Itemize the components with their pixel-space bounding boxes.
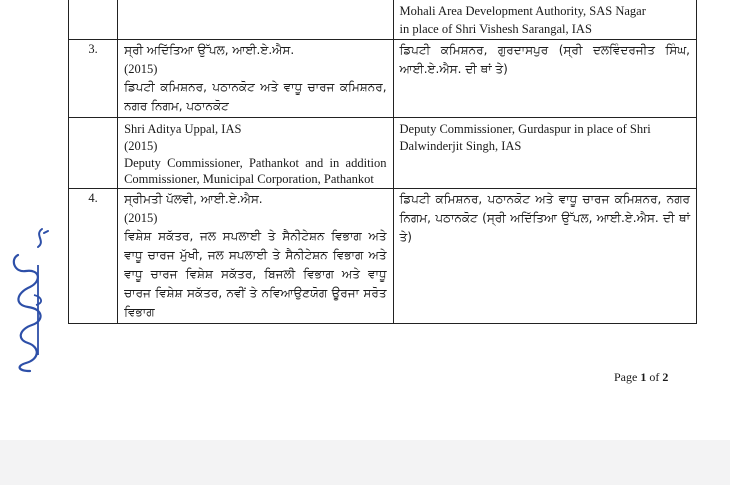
page-of: of [649,370,660,384]
table-row [69,0,697,40]
new-posting: Deputy Commissioner, Gurdaspur in place of Shri Dalwinderjit Singh, IAS [399,122,651,153]
transfer-orders-table [68,0,697,324]
page-total: 2 [662,370,669,384]
table-row [69,40,697,118]
serial-number: 3. [69,40,118,118]
officer-name: Shri Aditya Uppal, IAS [124,122,242,136]
officer-cell [118,0,393,40]
posting-text: Mohali Area Development Authority, SAS Nagar [399,4,646,18]
page-label: Page [614,370,638,384]
officer-cell-english [118,118,393,189]
serial-number [69,0,118,40]
officer-batch-year: (2015) [124,62,158,76]
officer-name: ਸ੍ਰੀ ਅਦਿੱਤਿਆ ਉੱਪਲ, ਆਈ.ਏ.ਐਸ. [124,43,295,57]
officer-current-post: Deputy Commissioner, Pathankot and in addition Commissioner, Municipal Corporation, Pathankot [124,156,387,186]
table-row [69,189,697,324]
posting-text: in place of Shri Vishesh Sarangal, IAS [399,22,592,36]
new-posting: ਡਿਪਟੀ ਕਮਿਸ਼ਨਰ, ਪਠਾਨਕੋਟ ਅਤੇ ਵਾਧੂ ਚਾਰਜ ਕਮਿਸ਼ਨਰ, ਨਗਰ ਨਿਗਮ, ਪਠਾਨਕੋਟ (ਸ੍ਰੀ ਅਦਿੱਤਿਆ ਉੱਪਲ, ਆਈ.ਏ.ਐਸ. ਦੀ ਥਾਂ ਤੇ) [399,192,690,244]
posting-cell-english [393,118,696,189]
handwritten-signature [4,225,56,375]
officer-current-post: ਵਿਸ਼ੇਸ਼ ਸਕੱਤਰ, ਜਲ ਸਪਲਾਈ ਤੇ ਸੈਨੀਟੇਸ਼ਨ ਵਿਭਾਗ ਅਤੇ ਵਾਧੂ ਚਾਰਜ ਮੁੱਖੀ, ਜਲ ਸਪਲਾਈ ਤੇ ਸੈਨੀਟੇਸ਼ਨ ਵਿਭਾਗ ਅਤੇ ਵਾਧੂ ਚਾਰਜ ਵਿਸ਼ੇਸ਼ ਸਕੱਤਰ, ਬਿਜਲੀ ਵਿਭਾਗ ਅਤੇ ਵਾਧੂ ਚਾਰਜ ਵਿਸ਼ੇਸ਼ ਸਕੱਤਰ, ਨਵੀਂ ਤੇ ਨਵਿਆਉਣਯੋਗ ਊਰਜਾ ਸਰੋਤ ਵਿਭਾਗ [124,229,387,319]
officer-current-post: ਡਿਪਟੀ ਕਮਿਸ਼ਨਰ, ਪਠਾਨਕੋਟ ਅਤੇ ਵਾਧੂ ਚਾਰਜ ਕਮਿਸ਼ਨਰ, ਨਗਰ ਨਿਗਮ, ਪਠਾਨਕੋਟ [124,80,387,113]
page-number [614,370,668,385]
posting-cell [393,0,696,40]
posting-cell-punjabi [393,40,696,118]
officer-cell-punjabi [118,40,393,118]
page-current: 1 [640,370,647,384]
officer-batch-year: (2015) [124,211,158,225]
officer-name: ਸ੍ਰੀਮਤੀ ਪੱਲਵੀ, ਆਈ.ਏ.ਐਸ. [124,192,263,206]
new-posting: ਡਿਪਟੀ ਕਮਿਸ਼ਨਰ, ਗੁਰਦਾਸਪੁਰ (ਸ੍ਰੀ ਦਲਵਿੰਦਰਜੀਤ ਸਿੰਘ, ਆਈ.ਏ.ਐਸ. ਦੀ ਥਾਂ ਤੇ) [399,43,690,76]
officer-cell-punjabi [118,189,393,324]
serial-number [69,118,118,189]
posting-cell-punjabi [393,189,696,324]
serial-number: 4. [69,189,118,324]
table-row [69,118,697,189]
officer-batch-year: (2015) [124,139,158,153]
